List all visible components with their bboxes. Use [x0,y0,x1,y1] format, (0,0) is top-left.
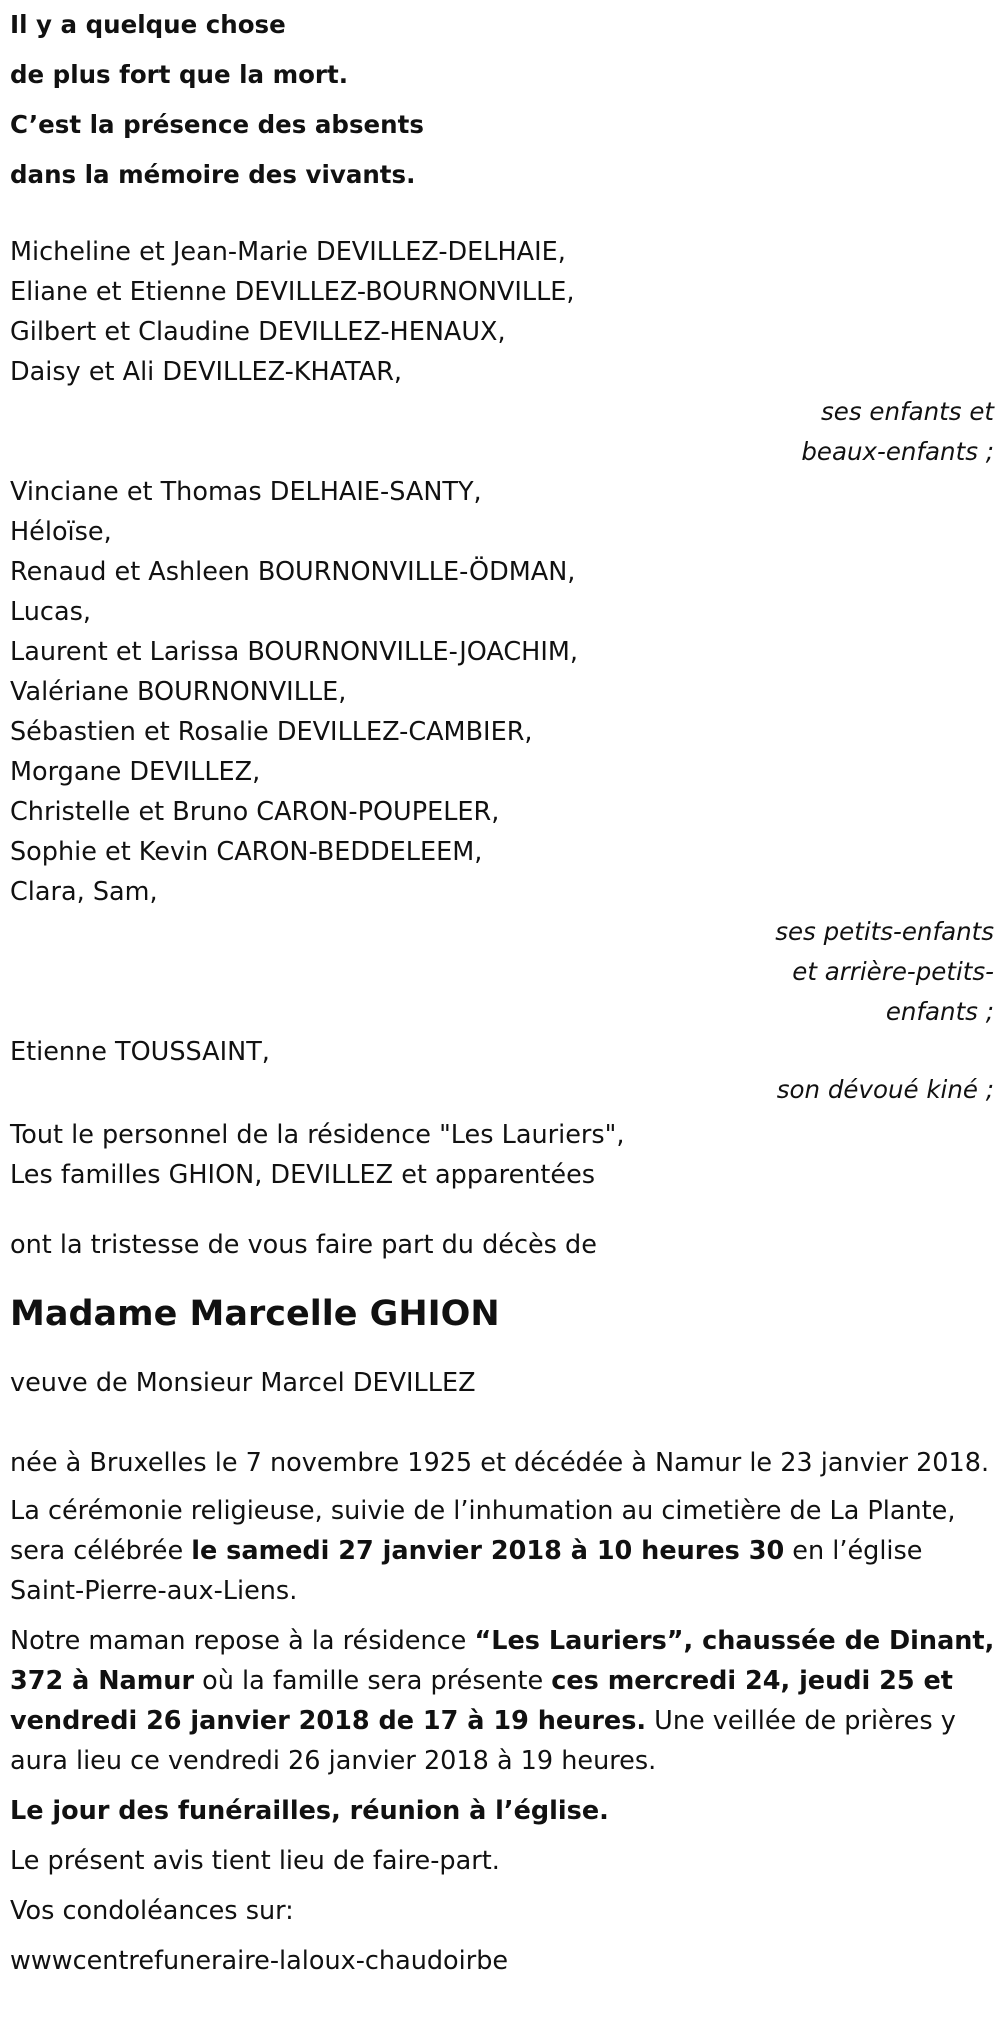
poem-line: Il y a quelque chose [10,10,286,39]
ceremony-paragraph [10,1491,995,1611]
children-list [10,232,995,392]
others-list [10,1115,995,1195]
ceremony-text: La cérémonie religieuse, suivie de l’inhumation au cimetière de La Plante, sera célébrée [10,1496,956,1566]
grandchildren-list [10,472,995,912]
family-member: Sébastien et Rosalie DEVILLEZ-CAMBIER, [10,717,533,747]
children-role [10,392,995,472]
family-member: Micheline et Jean-Marie DEVILLEZ-DELHAIE, [10,237,566,267]
grandchildren-role [10,912,995,1032]
family-member: Renaud et Ashleen BOURNONVILLE-ÖDMAN, [10,557,576,587]
family-member: Laurent et Larissa BOURNONVILLE-JOACHIM, [10,637,578,667]
condolences-url[interactable]: wwwcentrefuneraire-laloux-chaudoirbe [10,1946,509,1976]
family-member: Daisy et Ali DEVILLEZ-KHATAR, [10,357,403,387]
role-line: ses enfants et [821,397,994,426]
poem-line: dans la mémoire des vivants. [10,160,416,189]
notice: Le présent avis tient lieu de faire-part. [10,1846,500,1876]
role-line: enfants ; [885,997,994,1026]
others-line: Tout le personnel de la résidence "Les Lauriers", [10,1120,625,1150]
family-member: Clara, Sam, [10,877,158,907]
family-member: Morgane DEVILLEZ, [10,757,261,787]
poem-line: de plus fort que la mort. [10,60,349,89]
visitation-text: Notre maman repose à la résidence [10,1626,475,1656]
family-member: Lucas, [10,597,91,627]
condolences-label: Vos condoléances sur: [10,1896,294,1926]
role-line: ses petits-enfants [775,917,994,946]
visitation-paragraph [10,1621,995,1781]
birth-death: née à Bruxelles le 7 novembre 1925 et décédée à Namur le 23 janvier 2018. [10,1448,990,1478]
ceremony-datetime: le samedi 27 janvier 2018 à 10 heures 30 [191,1536,785,1566]
obituary-notice [10,0,995,1981]
poem [10,0,995,200]
kine-name: Etienne TOUSSAINT, [10,1037,270,1067]
family-member: Sophie et Kevin CARON-BEDDELEEM, [10,837,483,867]
visitation-dates: ces mercredi 24, jeudi 25 et vendredi 26 janvier 2018 de 17 à 19 heures. [10,1666,953,1736]
visitation-text: où la famille sera présente [194,1666,552,1696]
family-member: Eliane et Etienne DEVILLEZ-BOURNONVILLE, [10,277,575,307]
role-line: et arrière-petits- [792,957,994,986]
widow-of: veuve de Monsieur Marcel DEVILLEZ [10,1368,476,1398]
visitation-place: “Les Lauriers”, chaussée de Dinant, 372 à Namur [10,1626,995,1696]
family-member: Héloïse, [10,517,112,547]
family-member: Gilbert et Claudine DEVILLEZ-HENAUX, [10,317,506,347]
family-member: Christelle et Bruno CARON-POUPELER, [10,797,500,827]
poem-line: C’est la présence des absents [10,110,424,139]
ceremony-text: en l’église Saint-Pierre-aux-Liens. [10,1536,923,1606]
kine-role: son dévoué kiné ; [776,1075,994,1104]
visitation-text: Une veillée de prières y aura lieu ce vendredi 26 janvier 2018 à 19 heures. [10,1706,956,1776]
announcement: ont la tristesse de vous faire part du décès de [10,1230,597,1260]
deceased-name: Madame Marcelle GHION [10,1294,500,1334]
family-member: Valériane BOURNONVILLE, [10,677,347,707]
role-line: beaux-enfants ; [801,437,994,466]
family-member: Vinciane et Thomas DELHAIE-SANTY, [10,477,482,507]
funeral-meeting: Le jour des funérailles, réunion à l’église. [10,1796,609,1826]
others-line: Les familles GHION, DEVILLEZ et apparentées [10,1160,596,1190]
